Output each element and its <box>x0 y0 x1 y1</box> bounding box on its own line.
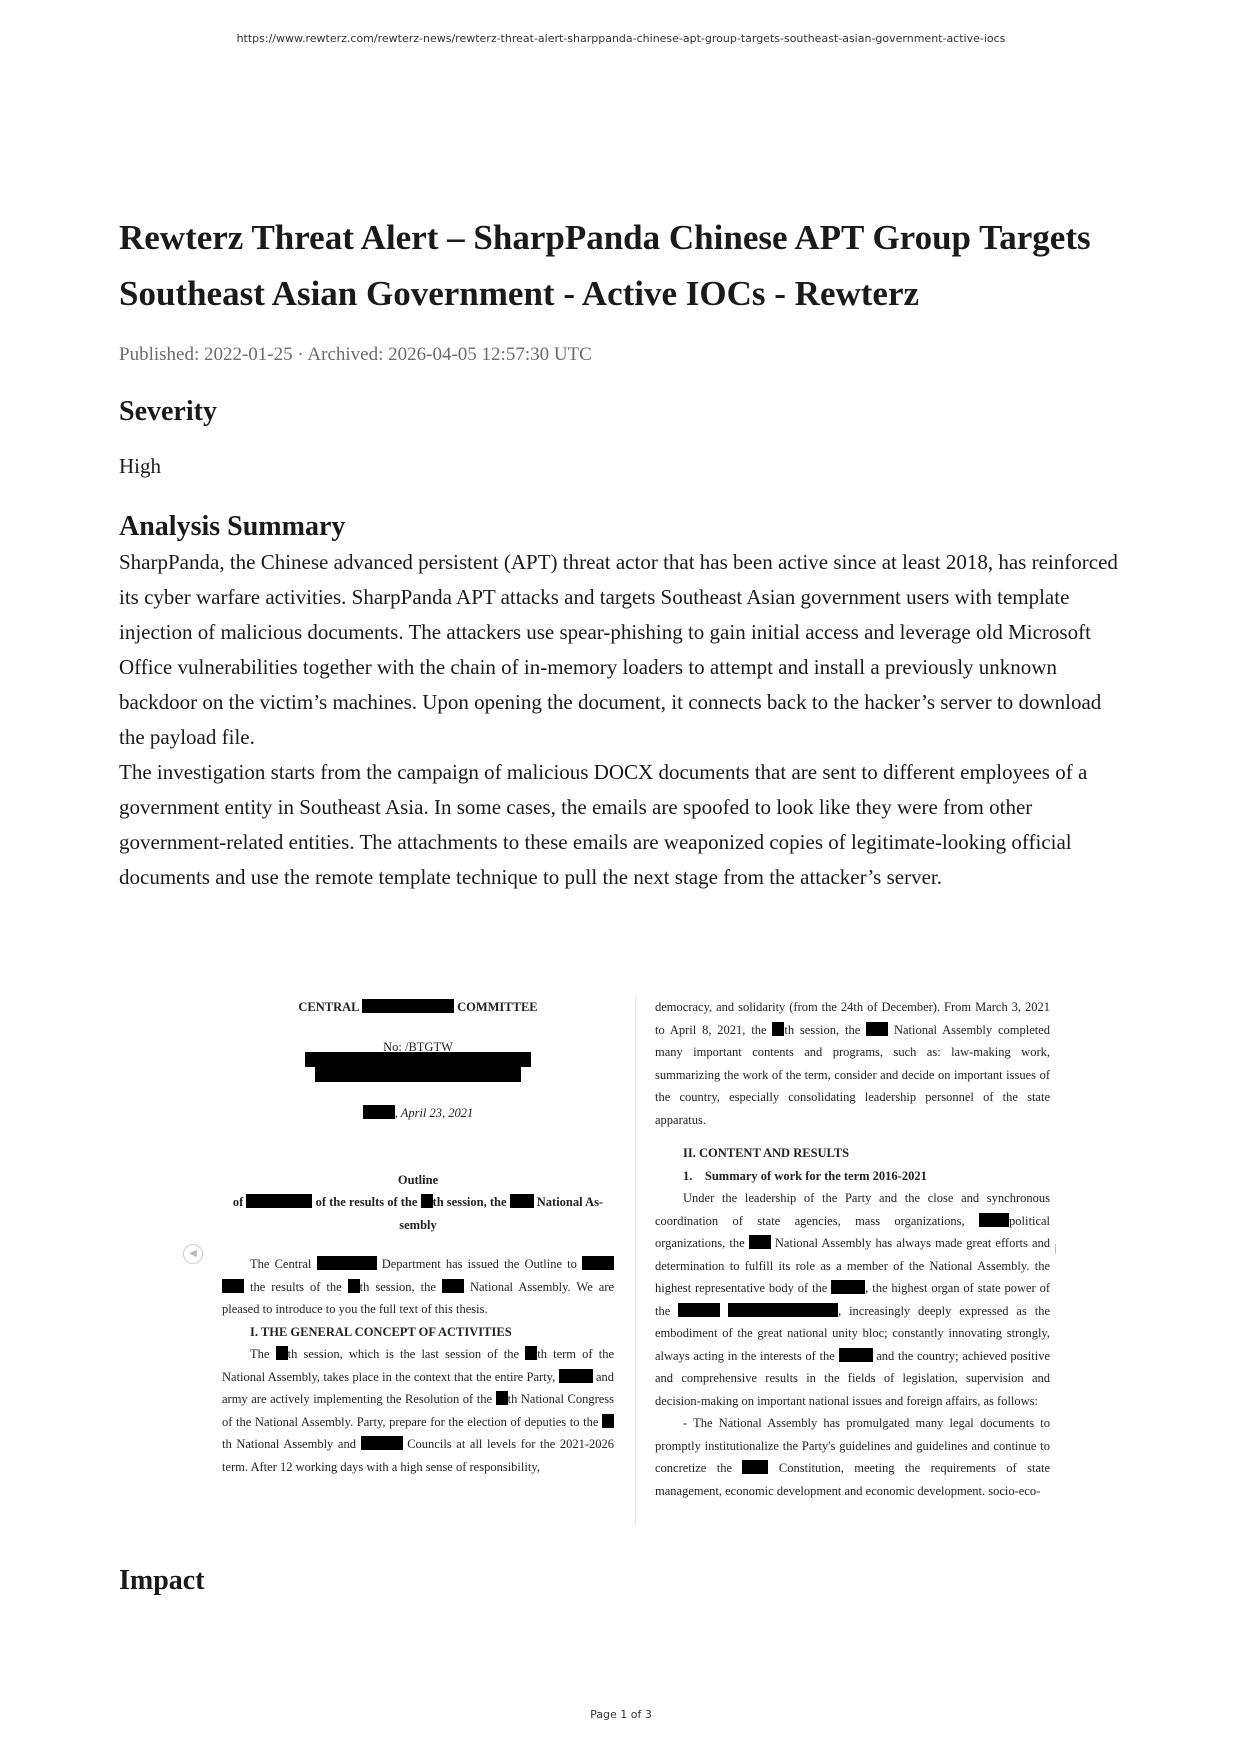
doc-outline-subtitle-end: sembly <box>399 1217 437 1232</box>
column-divider <box>635 996 636 1526</box>
article <box>119 210 1129 895</box>
redaction <box>728 1303 838 1317</box>
redaction <box>276 1346 288 1360</box>
document-left-column <box>222 996 614 1478</box>
severity-value: High <box>119 454 161 478</box>
redaction <box>979 1213 1009 1227</box>
redaction <box>525 1346 537 1360</box>
redaction <box>678 1303 720 1317</box>
redaction <box>749 1235 771 1249</box>
redaction <box>246 1194 312 1208</box>
redaction <box>496 1391 508 1405</box>
doc-outline-subtitle: of of the results of the th session, the National As- <box>232 1195 604 1209</box>
source-url: https://www.rewterz.com/rewterz-news/rewterz-threat-alert-sharppanda-chinese-apt-group-targets-southeast-asian-government-active-iocs <box>236 32 1006 45</box>
redaction <box>317 1256 377 1270</box>
doc-right-paragraph-1: democracy, and solidarity (from the 24th of December). From March 3, 2021 to April 8, 2021, the th session, the National Assembly completed many important contents and programs, such as: law-making work, summarizing the work of the term, consider and decide on important issues of the country, especially consolidating leadership personnel of the state apparatus. <box>655 1000 1051 1127</box>
document-screenshot <box>185 996 1065 1531</box>
document-right-column <box>655 996 1050 1502</box>
doc-section-heading-1: I. THE GENERAL CONCEPT OF ACTIVITIES <box>250 1324 512 1339</box>
redaction <box>866 1022 888 1036</box>
doc-right-paragraph-3: - The National Assembly has promulgated many legal documents to promptly institutionalize the Party's guidelines and guidelines and continue to concretize the Constitution, meeting the requirements of state management, economic development and economic development. socio-eco- <box>655 1416 1051 1498</box>
doc-number: No: /BTGTW <box>383 1039 453 1054</box>
previous-arrow-icon: ◀ <box>183 1244 203 1264</box>
redaction <box>839 1348 873 1362</box>
scroll-marker <box>1055 1244 1056 1254</box>
redaction <box>831 1280 865 1294</box>
redaction <box>559 1369 593 1383</box>
redaction <box>222 1279 244 1293</box>
impact-heading: Impact <box>119 1565 205 1596</box>
doc-left-paragraph-1: The Central Department has issued the Outline to the results of the th session, the National Assembly. We are pleased to introduce to you the full text of this thesis. <box>222 1257 615 1316</box>
doc-left-paragraph-2: The th session, which is the last session of the th term of the National Assembly, takes place in the context that the entire Party, and army are actively implementing the Resolution of the th National Congress of the National Assembly. Party, prepare for the election of deputies to the th National Assembly and Councils at all levels for the 2021-2026 term. After 12 working days with a high sense of responsibility, <box>222 1347 615 1474</box>
redaction <box>362 999 454 1013</box>
severity-heading: Severity <box>119 396 217 427</box>
page-title: Rewterz Threat Alert – SharpPanda Chinese APT Group Targets Southeast Asian Government - Active IOCs - Rewterz <box>119 218 1091 313</box>
redaction <box>361 1436 403 1450</box>
summary-paragraph-2: The investigation starts from the campaign of malicious DOCX documents that are sent to different employees of a government entity in Southeast Asia. In some cases, the emails are spoofed to look like they were from other government-related entities. The attachments to these emails are weaponized copies of legitimate-looking official documents and use the remote template technique to pull the next stage from the attacker’s server. <box>119 760 1088 889</box>
redaction <box>772 1022 784 1036</box>
redaction <box>363 1105 395 1119</box>
redaction <box>421 1194 433 1208</box>
doc-right-paragraph-2: Under the leadership of the Party and the close and synchronous coordination of state agencies, mass organizations, political organizations, the National Assembly has always made great efforts and determination to fulfill its role as a member of the National Assembly. the highest representative body of the , the highest organ of state power of the , increasingly deeply expressed as the embodiment of the great national unity bloc; constantly innovating strongly, always acting in the interests of the and the country; achieved positive and comprehensive results in the fields of legislation, supervision and decision-making on important national issues and foreign affairs, as follows: <box>655 1191 1051 1408</box>
doc-outline-title: Outline <box>397 1172 439 1187</box>
redaction <box>315 1067 521 1082</box>
doc-subsection-heading: 1. Summary of work for the term 2016-2021 <box>683 1168 927 1183</box>
redaction <box>582 1256 614 1270</box>
page-number: Page 1 of 3 <box>590 1708 652 1721</box>
doc-date: , April 23, 2021 <box>222 1102 614 1125</box>
doc-section-heading-2: II. CONTENT AND RESULTS <box>683 1146 850 1160</box>
redaction <box>510 1194 534 1208</box>
redaction <box>602 1414 614 1428</box>
redaction <box>742 1460 768 1474</box>
redaction <box>442 1279 464 1293</box>
redaction <box>348 1279 360 1293</box>
summary-paragraph-1: SharpPanda, the Chinese advanced persistent (APT) threat actor that has been active since at least 2018, has reinforced its cyber warfare activities. SharpPanda APT attacks and targets Southeast Asian government users with template injection of malicious documents. The attackers use spear-phishing to gain initial access and leverage old Microsoft Office vulnerabilities together with the chain of in-memory loaders to attempt and install a previously unknown backdoor on the victim’s machines. Upon opening the document, it connects back to the hacker’s server to download the payload file. <box>119 550 1118 749</box>
analysis-summary-heading: Analysis Summary <box>119 511 346 542</box>
publish-meta: Published: 2022-01-25 · Archived: 2026-04-05 12:57:30 UTC <box>119 344 592 365</box>
doc-committee-line: CENTRAL COMMITTEE <box>298 1000 538 1014</box>
